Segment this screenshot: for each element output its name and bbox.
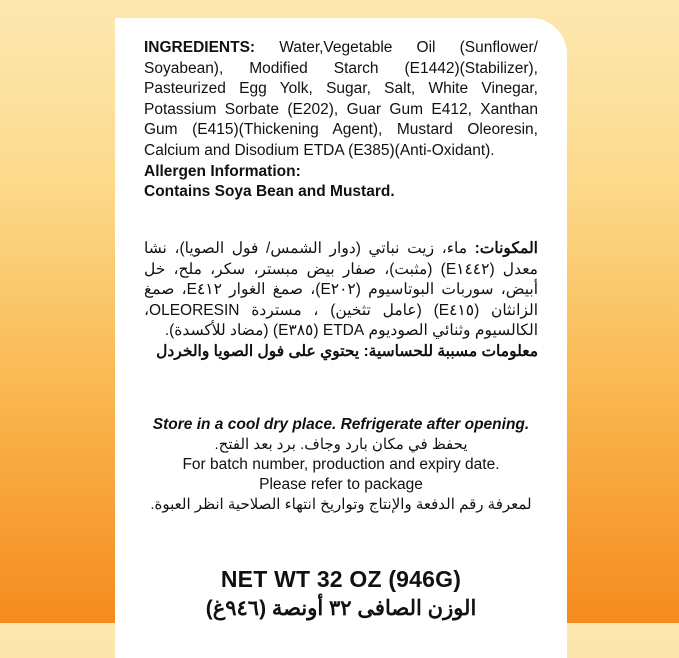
net-weight-en: NET WT 32 OZ (946G) [220,566,462,592]
batch-ar-text: لمعرفة رقم الدفعة والإنتاج وتواريخ انتهاء الصلاحية انظر العبوة. [150,496,532,513]
net-weight-ar: الوزن الصافى ٣٢ أونصة (٩٤٦غ) [205,597,477,620]
net-weight-section [144,564,538,624]
ingredients-ar-section [144,239,538,362]
allergen-en-text: Contains Soya Bean and Mustard. [144,183,395,201]
allergen-en-heading: Allergen Information: [144,162,301,180]
storage-en-text: Store in a cool dry place. Refrigerate after opening. [152,416,530,433]
allergen-ar-text: معلومات مسببة للحساسية: يحتوي على فول الصويا والخردل [156,342,538,360]
ingredients-en-text: Water,Vegetable Oil (Sunflower/ Soyabean), Modified Starch (E1442)(Stabilizer), Pasteurized Egg Yolk, Sugar, Salt, White Vinegar, Potassium Sorbate (E202), Guar Gum E412, Xanthan Gum (E415)(Thickening Agent), Mustard Oleoresin, Calcium and Disodium ETDA (E385)(Anti-Oxidant). [144,39,538,159]
batch-en-line2: Please refer to package [259,476,423,493]
batch-en-line1: For batch number, production and expiry date. [182,456,500,473]
ingredients-en-paragraph [144,38,538,162]
ingredients-ar-paragraph [144,239,538,342]
label-panel [115,18,567,658]
storage-ar-text: يحفظ في مكان بارد وجاف. برد بعد الفتح. [214,436,468,453]
ingredients-en-section [144,38,538,203]
ingredients-ar-text: ماء، زيت نباتي (دوار الشمس/ فول الصويا)، نشا معدل (E١٤٤٢) (مثبت)، صفار بيض مبستر، سكر، ملح، خل أبيض، سوربات البوتاسيوم (E٢٠٢)، صمغ الغوار E٤١٢، صمغ الزانثان (E٤١٥) (عامل تثخين) ، مستردة OLEORESIN، الكالسيوم وثنائي الصوديوم ETDA (E٣٨٥) (مضاد للأكسدة). [144,240,539,339]
storage-section [144,415,538,515]
ingredients-en-heading: INGREDIENTS: [144,39,256,56]
ingredients-ar-heading: المكونات: [474,240,538,257]
